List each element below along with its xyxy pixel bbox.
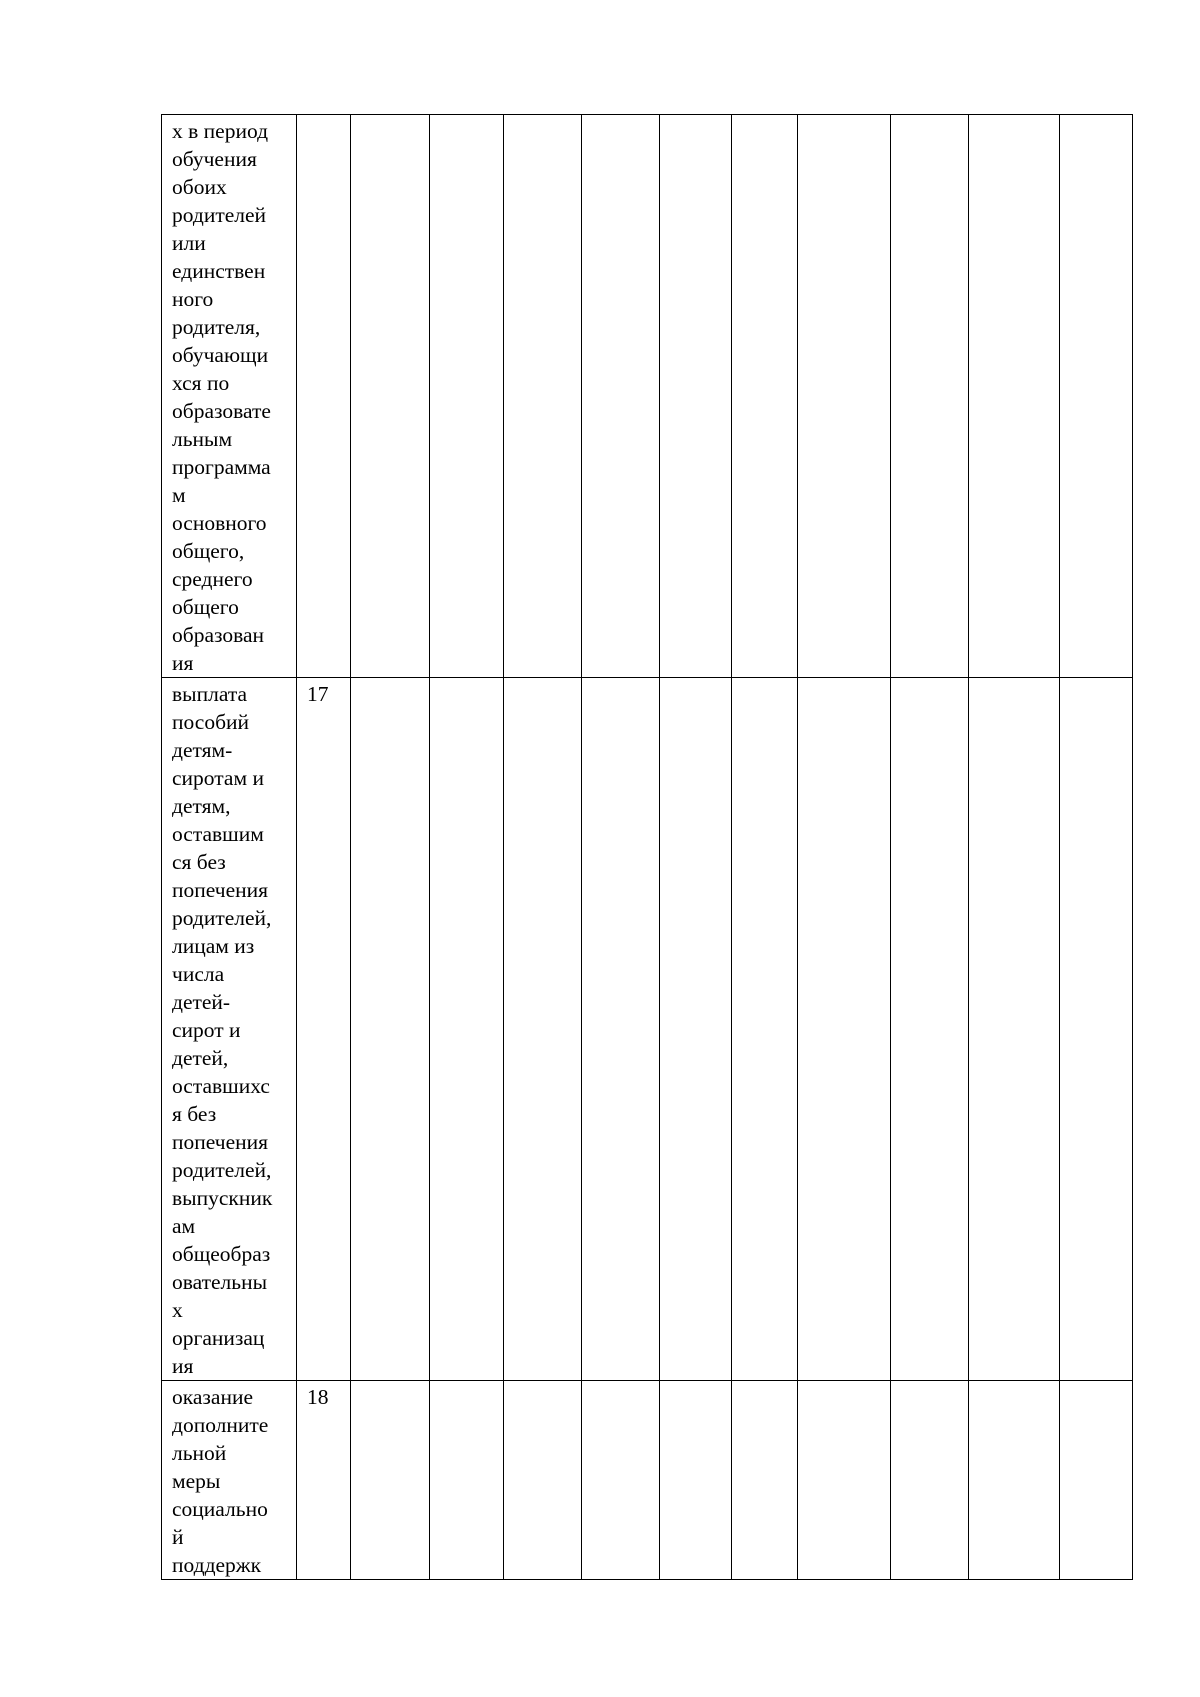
empty-cell [1060,1381,1133,1580]
empty-cell [660,1381,732,1580]
empty-cell [582,115,660,678]
table-row [162,115,1133,678]
empty-cell [969,115,1060,678]
empty-cell [582,1381,660,1580]
empty-cell [351,115,430,678]
empty-cell [351,678,430,1381]
empty-cell [582,678,660,1381]
empty-cell [969,678,1060,1381]
empty-cell [660,115,732,678]
empty-cell [430,678,504,1381]
empty-cell [732,678,798,1381]
table-row [162,1381,1133,1580]
empty-cell [351,1381,430,1580]
empty-cell [798,1381,891,1580]
empty-cell [504,115,582,678]
empty-cell [891,678,969,1381]
empty-cell [732,115,798,678]
empty-cell [969,1381,1060,1580]
empty-cell [891,115,969,678]
table-row [162,678,1133,1381]
empty-cell [430,1381,504,1580]
empty-cell [732,1381,798,1580]
empty-cell [504,1381,582,1580]
empty-cell [1060,678,1133,1381]
data-table [161,114,1133,1580]
empty-cell [798,678,891,1381]
row-label-cell: оказание дополните льной меры социально й поддержк [162,1381,297,1580]
row-number-cell: 17 [297,678,351,1381]
empty-cell [660,678,732,1381]
empty-cell [430,115,504,678]
row-label-cell: х в период обучения обоих родителей или единствен ного родителя, обучающи хся по образовате льным программа м основного общего, среднего общего образован ия [162,115,297,678]
row-number-cell [297,115,351,678]
empty-cell [798,115,891,678]
empty-cell [1060,115,1133,678]
row-number-cell: 18 [297,1381,351,1580]
empty-cell [891,1381,969,1580]
row-label-cell: выплата пособий детям- сиротам и детям, оставшим ся без попечения родителей, лицам из числа детей- сирот и детей, оставшихс я без попечения родителей, выпускник ам общеобраз овательны х организац ия [162,678,297,1381]
empty-cell [504,678,582,1381]
